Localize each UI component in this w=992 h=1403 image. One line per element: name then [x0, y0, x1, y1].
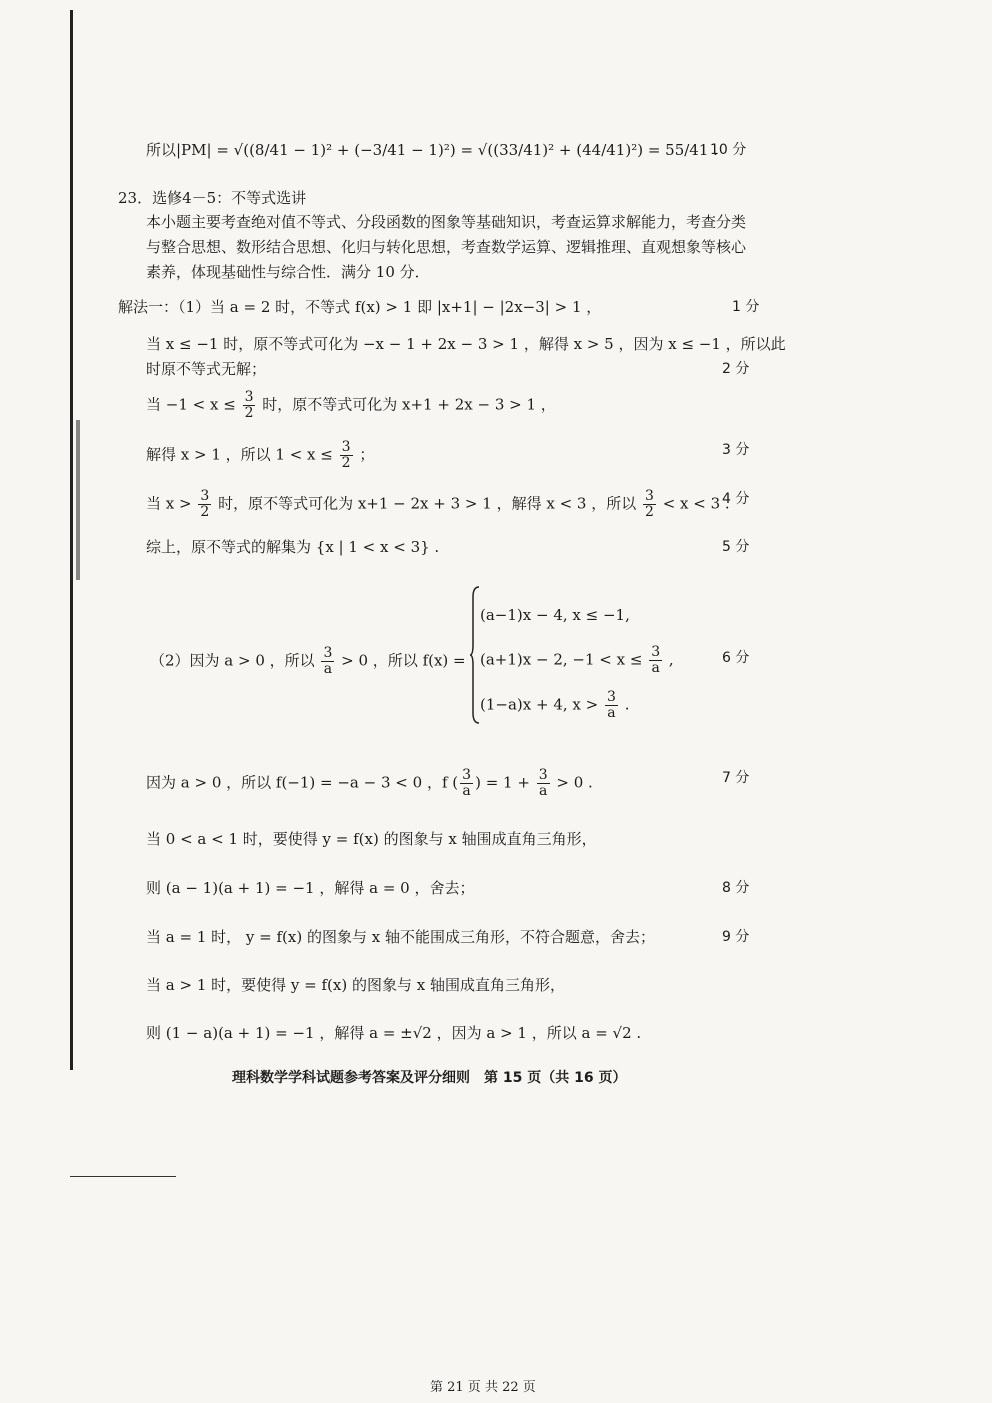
solution-line-8: 因为 a > 0 ，所以 f(−1) = −a − 3 < 0 ，f ( $\frac{3}{a}$ ) = 1 + $\frac{3}{a}$ > 0 .	[146, 767, 593, 799]
l8-post: > 0 .	[556, 773, 593, 792]
outer-page-footer: 第 21 页 共 22 页	[430, 1380, 536, 1395]
score-10: 10 分	[710, 142, 747, 158]
piecewise-case-3	[480, 690, 629, 721]
score-2: 2 分	[722, 361, 750, 377]
bottom-rule	[70, 1176, 176, 1177]
l3-pre: 当 −1 < x ≤	[146, 395, 236, 414]
score-9: 9 分	[722, 929, 750, 945]
case2-post: ,	[668, 650, 674, 669]
l3-post: 时，原不等式可化为 x+1 + 2x − 3 > 1 ，	[262, 395, 556, 414]
l8-pre: 因为 a > 0 ，所以 f(−1) = −a − 3 < 0 ，f	[146, 773, 448, 792]
score-5: 5 分	[722, 539, 750, 555]
case3-pre: (1−a)x + 4, x >	[480, 695, 599, 714]
score-8: 8 分	[722, 880, 750, 896]
score-7: 7 分	[722, 770, 750, 786]
solution-line-3	[146, 390, 750, 421]
l5-pre: 当 x >	[146, 494, 192, 513]
l5-post: < x < 3 .	[662, 494, 730, 513]
score-4: 4 分	[722, 491, 750, 507]
frac-3-2: $\frac{3}{2}$	[341, 439, 351, 471]
l7-mid: > 0 ，所以 f(x) =	[341, 651, 466, 670]
solution-line-9: 当 0 < a < 1 时，要使得 y = f(x) 的图象与 x 轴围成直角三角形，	[146, 830, 597, 848]
solution-line-5	[146, 489, 750, 520]
frac-3-a: $\frac{3}{a}$	[538, 767, 548, 799]
q23-description: 本小题主要考查绝对值不等式、分段函数的图象等基础知识，考查运算求解能力，考查分类与整合思想、数形结合思想、化归与转化思想，考查数学运算、逻辑推理、直观想象等核心素养，体现基础性与综合性．满分 10 分．	[146, 213, 747, 281]
l4-pre: 解得 x > 1 ，所以 1 < x ≤	[146, 445, 333, 464]
solution-line-12: 当 a > 1 时，要使得 y = f(x) 的图象与 x 轴围成直角三角形，	[146, 976, 565, 994]
solution-line-13: 则 (1 − a)(a + 1) = −1 ，解得 a = ±√2 ，因为 a > 1 ，所以 a = √2 .	[146, 1024, 642, 1042]
score-6: 6 分	[722, 650, 750, 666]
solution-line-1: 解法一：（1）当 a = 2 时，不等式 f(x) > 1 即 |x+1| − |2x−3| > 1 ，	[118, 298, 602, 316]
solution-line-2b: 时原不等式无解；	[146, 360, 267, 378]
solution-line-10: 则 (a − 1)(a + 1) = −1 ，解得 a = 0 ，舍去；	[146, 879, 475, 897]
frac-3-2: $\frac{3}{2}$	[244, 389, 254, 421]
l5-mid: 时，原不等式可化为 x+1 − 2x + 3 > 1 ，解得 x < 3 ，所以	[218, 494, 637, 513]
frac-3-2: $\frac{3}{2}$	[645, 488, 654, 520]
case2-pre: (a+1)x − 2, −1 < x ≤	[480, 650, 643, 669]
score-1: 1 分	[732, 299, 760, 315]
frac-3-a: $\frac{3}{a}$	[606, 689, 616, 721]
solution-line-4	[146, 440, 750, 471]
l8-mid: = 1 +	[485, 773, 530, 792]
l7-pre: （2）因为 a > 0 ，所以	[150, 651, 315, 670]
solution-line-11: 当 a = 1 时， y = f(x) 的图象与 x 轴不能围成三角形，不符合题意，舍去；	[146, 928, 655, 946]
q23-title: 23．选修4－5：不等式选讲	[118, 189, 307, 207]
frac-3-a: $\frac{3}{a}$	[323, 645, 333, 677]
scan-edge-smudge	[76, 420, 80, 580]
frac-3-2: $\frac{3}{2}$	[200, 488, 210, 520]
solution-line-6: 综上，原不等式的解集为 {x | 1 < x < 3} .	[146, 538, 440, 556]
score-3: 3 分	[722, 442, 750, 458]
piecewise-case-1: (a−1)x − 4, x ≤ −1,	[480, 606, 630, 624]
frac-3-a: $\frac{3}{a}$	[651, 644, 661, 676]
scan-edge-dark	[70, 10, 73, 1070]
piecewise-brace	[470, 585, 480, 725]
case3-post: .	[624, 695, 630, 714]
piecewise-case-2	[480, 645, 674, 676]
line-pm: 所以|PM| = √((8/41 − 1)² + (−3/41 − 1)²) = √((33/41)² + (44/41)²) = 55/41 .	[146, 141, 718, 159]
frac-3-a: $\frac{3}{a}$	[462, 767, 472, 799]
inner-page-footer: 理科数学学科试题参考答案及评分细则 第 15 页（共 16 页）	[232, 1070, 627, 1086]
l4-post: ；	[359, 445, 375, 464]
solution-line-2a: 当 x ≤ −1 时，原不等式可化为 −x − 1 + 2x − 3 > 1 ，解得 x > 5 ，因为 x ≤ −1 ，所以此	[146, 335, 786, 353]
